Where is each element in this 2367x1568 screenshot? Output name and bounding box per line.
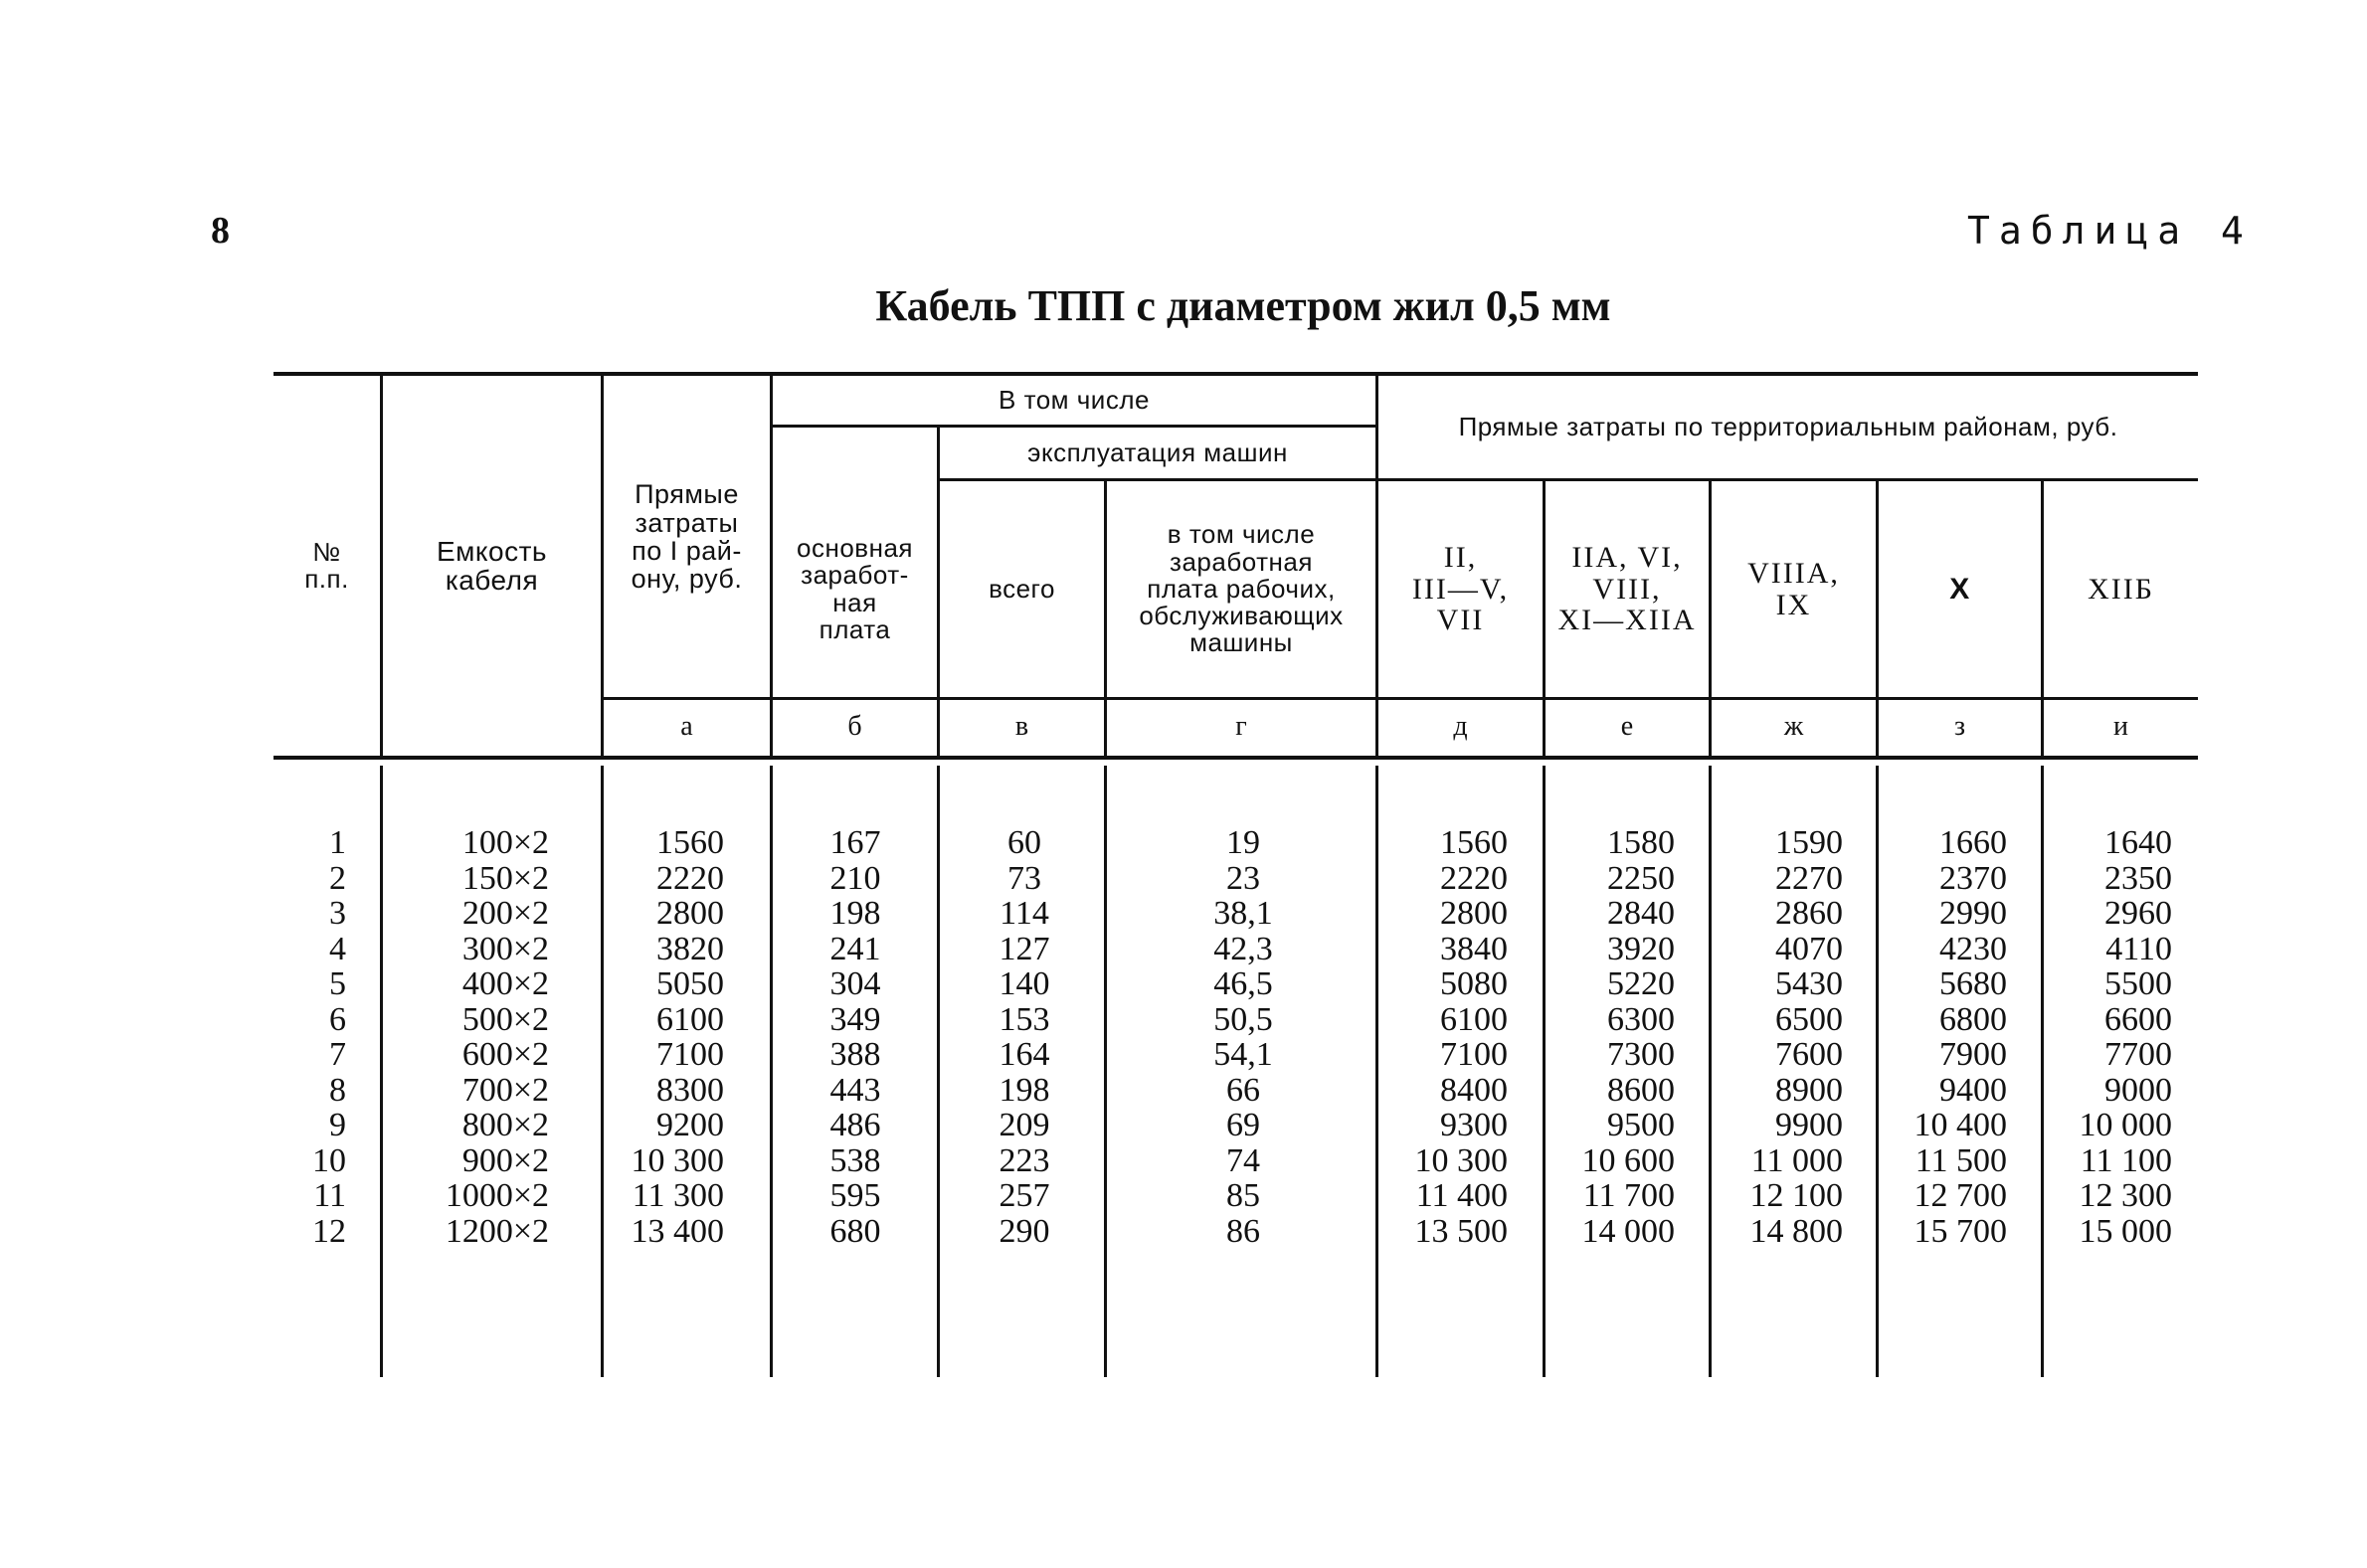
table-cell: 10 300	[631, 1141, 724, 1179]
table-cell: 5430	[1775, 965, 1843, 1002]
table-cell: 223	[999, 1141, 1050, 1179]
table-cell: 13 500	[1414, 1212, 1508, 1250]
column-letter-i: и	[2113, 711, 2128, 742]
table-cell: 5050	[656, 965, 724, 1002]
col-rule-9-body	[1876, 766, 1879, 1377]
table-cell: 1590	[1775, 824, 1843, 861]
table-cell: 1560	[656, 824, 724, 861]
table-cell: 500×2	[461, 1000, 549, 1038]
table-cell: 400×2	[461, 965, 549, 1002]
table-cell: 12 300	[2079, 1177, 2172, 1214]
table-cell: 1000×2	[445, 1177, 549, 1214]
table-cell: 11 500	[1914, 1141, 2007, 1179]
col-rule-7-body	[1543, 766, 1546, 1377]
table-cell: 2270	[1775, 859, 1843, 897]
table-cell: 11 400	[1415, 1177, 1508, 1214]
table-cell: 12	[312, 1212, 346, 1250]
table-cell: 15 700	[1913, 1212, 2007, 1250]
table-cell: 127	[999, 930, 1050, 967]
table-cell: 349	[829, 1000, 881, 1038]
table-cell: 9	[329, 1107, 346, 1143]
column-g-machine-wage	[1179, 825, 1308, 1249]
table-cell: 14 800	[1749, 1212, 1843, 1250]
table-cell: 69	[1226, 1107, 1260, 1143]
table-cell: 2350	[2104, 859, 2172, 897]
table-cell: 595	[829, 1177, 881, 1214]
table-cell: 9000	[2104, 1071, 2172, 1109]
table-cell: 900×2	[461, 1141, 549, 1179]
table-cell: 200×2	[461, 895, 549, 932]
table-cell: 140	[999, 965, 1050, 1002]
table-cell: 7600	[1775, 1036, 1843, 1073]
column-b-base-wage	[796, 825, 915, 1249]
column-v-machine-total	[965, 825, 1084, 1249]
table-cell: 13 400	[631, 1212, 724, 1250]
table-cell: 6600	[2104, 1000, 2172, 1038]
col-rule-2-body	[601, 766, 604, 1377]
table-cell: 443	[829, 1071, 881, 1109]
table-cell: 7	[329, 1036, 346, 1073]
table-cell: 700×2	[461, 1071, 549, 1109]
table-cell: 85	[1226, 1177, 1260, 1214]
table-cell: 2800	[656, 895, 724, 932]
table-cell: 6800	[1939, 1000, 2007, 1038]
table-cell: 11 300	[632, 1177, 724, 1214]
table-cell: 4	[329, 930, 346, 967]
letters-top-rule	[601, 697, 2198, 700]
header-bottom-rule	[273, 756, 2198, 760]
table-cell: 1660	[1939, 824, 2007, 861]
table-cell: 14 000	[1581, 1212, 1675, 1250]
table-cell: 11 700	[1582, 1177, 1675, 1214]
table-cell: 3	[329, 895, 346, 932]
table-cell: 210	[829, 859, 881, 897]
table-cell: 10 000	[2079, 1107, 2172, 1143]
table-cell: 304	[829, 965, 881, 1002]
table-cell: 6100	[656, 1000, 724, 1038]
column-letter-g: г	[1235, 711, 1247, 742]
column-letter-a: а	[680, 711, 693, 742]
col-rule-10-body	[2041, 766, 2044, 1377]
table-cell: 9900	[1775, 1107, 1843, 1143]
header-machine-operation: эксплуатация машин	[1027, 436, 1288, 467]
header-region-e: IIA, VI, VIII, XI—XIIA	[1557, 541, 1697, 637]
table-cell: 6500	[1775, 1000, 1843, 1038]
table-cell: 19	[1226, 824, 1260, 861]
column-letter-b: б	[847, 711, 862, 742]
table-cell: 4230	[1939, 930, 2007, 967]
column-z-region	[1882, 825, 2007, 1249]
table-cell: 241	[829, 930, 881, 967]
header-machine-wage: в том числе заработная плата рабочих, обслуживающих машины	[1139, 519, 1344, 658]
column-letter-zh: ж	[1783, 711, 1804, 742]
table-cell: 1560	[1440, 824, 1508, 861]
table-cell: 600×2	[461, 1036, 549, 1073]
header-region-d: II, III—V, VII	[1411, 541, 1510, 637]
table-cell: 50,5	[1213, 1000, 1273, 1038]
column-cable-capacity	[398, 825, 549, 1249]
table-cell: 8400	[1440, 1071, 1508, 1109]
table-cell: 9300	[1440, 1107, 1508, 1143]
table-cell: 5220	[1607, 965, 1675, 1002]
table-cell: 10 300	[1414, 1141, 1508, 1179]
table-cell: 167	[829, 824, 881, 861]
table-cell: 42,3	[1213, 930, 1273, 967]
col-rule-8-body	[1709, 766, 1712, 1377]
table-cell: 100×2	[461, 824, 549, 861]
table-cell: 2840	[1607, 895, 1675, 932]
table-cell: 5080	[1440, 965, 1508, 1002]
page-number: 8	[211, 210, 230, 252]
table-cell: 680	[829, 1212, 881, 1250]
table-cell: 4070	[1775, 930, 1843, 967]
table-cell: 9200	[656, 1107, 724, 1143]
column-letter-d: д	[1453, 711, 1468, 742]
table-cell: 2	[329, 859, 346, 897]
column-zh-region	[1716, 825, 1843, 1249]
col-rule-6-body	[1375, 766, 1378, 1377]
table-cell: 9500	[1607, 1107, 1675, 1143]
table-cell: 114	[1000, 895, 1049, 932]
col-rule-1-body	[380, 766, 383, 1377]
table-cell: 23	[1226, 859, 1260, 897]
column-letter-e: е	[1620, 711, 1634, 742]
table-cell: 60	[1007, 824, 1041, 861]
table-cell: 15 000	[2079, 1212, 2172, 1250]
table-cell: 11	[313, 1177, 346, 1214]
table-cell: 3840	[1440, 930, 1508, 967]
header-region-zh: VIIIA, IX	[1747, 557, 1840, 621]
table-cell: 2960	[2104, 895, 2172, 932]
table-cell: 7300	[1607, 1036, 1675, 1073]
page-title: Кабель ТПП с диаметром жил 0,5 мм	[875, 281, 1611, 330]
col-rule-4-body	[937, 766, 940, 1377]
table-cell: 800×2	[461, 1107, 549, 1143]
table-cell: 5500	[2104, 965, 2172, 1002]
column-d-region	[1382, 825, 1508, 1249]
table-cell: 10	[312, 1141, 346, 1179]
table-cell: 8300	[656, 1071, 724, 1109]
table-cell: 198	[999, 1071, 1050, 1109]
header-region-i: XIIБ	[2088, 572, 2154, 606]
table-cell: 2250	[1607, 859, 1675, 897]
table-cell: 10 400	[1913, 1107, 2007, 1143]
column-i-region	[2045, 825, 2172, 1249]
table-cell: 290	[999, 1212, 1050, 1250]
table-cell: 153	[999, 1000, 1050, 1038]
table-cell: 1580	[1607, 824, 1675, 861]
table-cell: 86	[1226, 1212, 1260, 1250]
table-cell: 11 000	[1750, 1141, 1843, 1179]
table-cell: 8600	[1607, 1071, 1675, 1109]
table-cell: 46,5	[1213, 965, 1273, 1002]
table-cell: 150×2	[461, 859, 549, 897]
table-cell: 2800	[1440, 895, 1508, 932]
header-base-wage: основная заработ- ная плата	[797, 532, 913, 644]
header-number: № п.п.	[304, 536, 349, 594]
column-letter-v: в	[1014, 711, 1029, 742]
table-cell: 2220	[656, 859, 724, 897]
table-cell: 209	[999, 1107, 1050, 1143]
table-cell: 6300	[1607, 1000, 1675, 1038]
table-cell: 8	[329, 1071, 346, 1109]
header-cable-capacity: Емкость кабеля	[437, 535, 547, 596]
table-cell: 54,1	[1213, 1036, 1273, 1073]
table-cell: 2370	[1939, 859, 2007, 897]
table-cell: 12 700	[1913, 1177, 2007, 1214]
header-regions-title: Прямые затраты по территориальным районам, руб.	[1458, 411, 2118, 441]
table-cell: 73	[1007, 859, 1041, 897]
table-cell: 1200×2	[445, 1212, 549, 1250]
header-direct-costs: Прямые затраты по I рай- ону, руб.	[631, 479, 743, 595]
table-cell: 164	[999, 1036, 1050, 1073]
table-cell: 6100	[1440, 1000, 1508, 1038]
table-cell: 8900	[1775, 1071, 1843, 1109]
table-cell: 5680	[1939, 965, 2007, 1002]
header-region-z: X	[1949, 572, 1970, 606]
table-cell: 2860	[1775, 895, 1843, 932]
table-cell: 486	[829, 1107, 881, 1143]
table-cell: 3820	[656, 930, 724, 967]
table-cell: 12 100	[1749, 1177, 1843, 1214]
table-cell: 7900	[1939, 1036, 2007, 1073]
table-cell: 74	[1226, 1141, 1260, 1179]
table-cell: 300×2	[461, 930, 549, 967]
table-cell: 11 100	[2080, 1141, 2172, 1179]
table-cell: 5	[329, 965, 346, 1002]
table-cell: 2220	[1440, 859, 1508, 897]
table-cell: 1	[329, 824, 346, 861]
table-cell: 3920	[1607, 930, 1675, 967]
table-label: Таблица 4	[1967, 209, 2253, 253]
table-cell: 257	[999, 1177, 1050, 1214]
column-number	[288, 825, 346, 1249]
table-cell: 7700	[2104, 1036, 2172, 1073]
table-cell: 38,1	[1213, 895, 1273, 932]
table-cell: 10 600	[1581, 1141, 1675, 1179]
header-machine-total: всего	[989, 573, 1055, 604]
table-cell: 388	[829, 1036, 881, 1073]
table-cell: 198	[829, 895, 881, 932]
table-cell: 9400	[1939, 1071, 2007, 1109]
column-a-direct-costs	[609, 825, 724, 1249]
table-cell: 4110	[2105, 930, 2172, 967]
column-letter-z: з	[1953, 711, 1966, 742]
table-cell: 7100	[1440, 1036, 1508, 1073]
table-cell: 6	[329, 1000, 346, 1038]
col-rule-3-body	[770, 766, 773, 1377]
table-cell: 1640	[2104, 824, 2172, 861]
header-including: В том числе	[999, 384, 1150, 415]
table-cell: 66	[1226, 1071, 1260, 1109]
table-cell: 2990	[1939, 895, 2007, 932]
col-rule-5-body	[1104, 766, 1107, 1377]
table-cell: 538	[829, 1141, 881, 1179]
table-cell: 7100	[656, 1036, 724, 1073]
column-e-region	[1549, 825, 1675, 1249]
